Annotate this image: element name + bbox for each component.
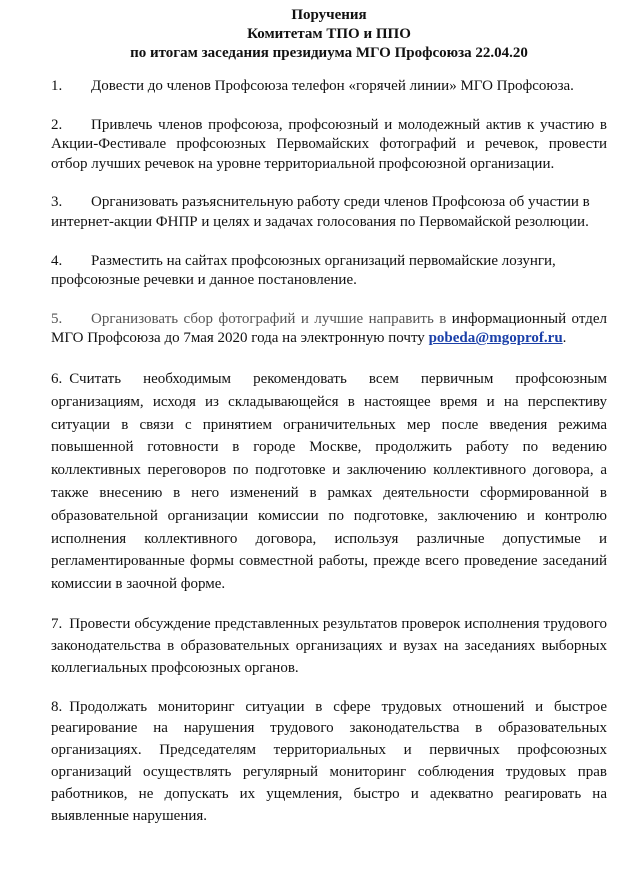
item-text: Организовать разъяснительную работу среди членов Профсоюза об участии в интернет-акции ФНПР и целях и задачах голосования по Первомайской резолюции. [51,194,590,230]
list-item [51,368,607,596]
item-text: Продолжать мониторинг ситуации в сфере трудовых отношений и быстрое реагирование на нарушения трудового законодательства в образовательных организациях. Председателям территориальных и первичных профсоюзных организаций осуществлять регулярный мониторинг соблюдения трудовых прав работников, не допускать их ущемления, быстро и адекватно реагировать на выявленные нарушения. [51,698,607,824]
item-text: информационный отдел МГО Профсоюза до 7мая 2020 года на электронную почту [51,310,607,347]
item-number: 5. [51,310,63,327]
email-link[interactable]: pobeda@mgoprof.ru [428,330,563,347]
item-number: 1. [51,78,63,94]
item-number: 8. [51,698,63,715]
header-recipients: Комитетам ТПО и ППО [247,26,411,42]
item-number: 3. [51,194,63,211]
item-text: Разместить на сайтах профсоюзных организаций первомайские лозунги, профсоюзные речевки и данное постановление. [51,252,556,289]
list-item [51,310,607,349]
list-item [51,697,607,828]
item-number: 7. [51,615,63,632]
list-item [51,613,607,680]
item-text: Считать необходимым рекомендовать всем первичным профсоюзным организациям, исходя из складывающейся в настоящее время и на перспективу ситуации в связи с принятием ограничительных мер после введения режима повышенной готовности в городе Москве, продолжить работу по ведению коллективных переговоров по подготовке и заключению коллективного договора, а также внесению в него изменений в рамках деятельности сформированной в образовательной организации комиссии по подготовке, заключению и контролю исполнения коллективного договора, используя различные допустимые и регламентированные формы совместной работы, прежде всего проведение заседаний комиссии в заочной форме. [51,370,607,593]
item-text-end: . [562,330,567,347]
list-item [51,77,607,97]
item-text: Провести обсуждение представленных результатов проверок исполнения трудового законодательства в образовательных организациях и вузах на заседаниях выборных коллегиальных профсоюзных органов. [51,615,607,677]
list-item [51,193,607,232]
item-text-muted: Организовать сбор фотографий и лучшие направить в [91,310,447,327]
item-number: 2. [51,116,63,133]
item-number: 6. [51,370,63,387]
header-title: Поручения [291,7,367,23]
item-text: Привлечь членов профсоюза, профсоюзный и молодежный актив к участию в Акции-Фестивале профсоюзных Первомайских фотографий и речевок, провести отбор лучших речевок на уровне территориальной профсоюзной организации. [51,116,607,172]
item-number: 4. [51,252,63,269]
list-item [51,252,607,291]
list-item [51,116,607,175]
item-text: Довести до членов Профсоюза телефон «горячей линии» МГО Профсоюза. [91,78,574,94]
header-subtitle: по итогам заседания президиума МГО Профсоюза 22.04.20 [130,45,528,61]
document-header [51,6,607,63]
